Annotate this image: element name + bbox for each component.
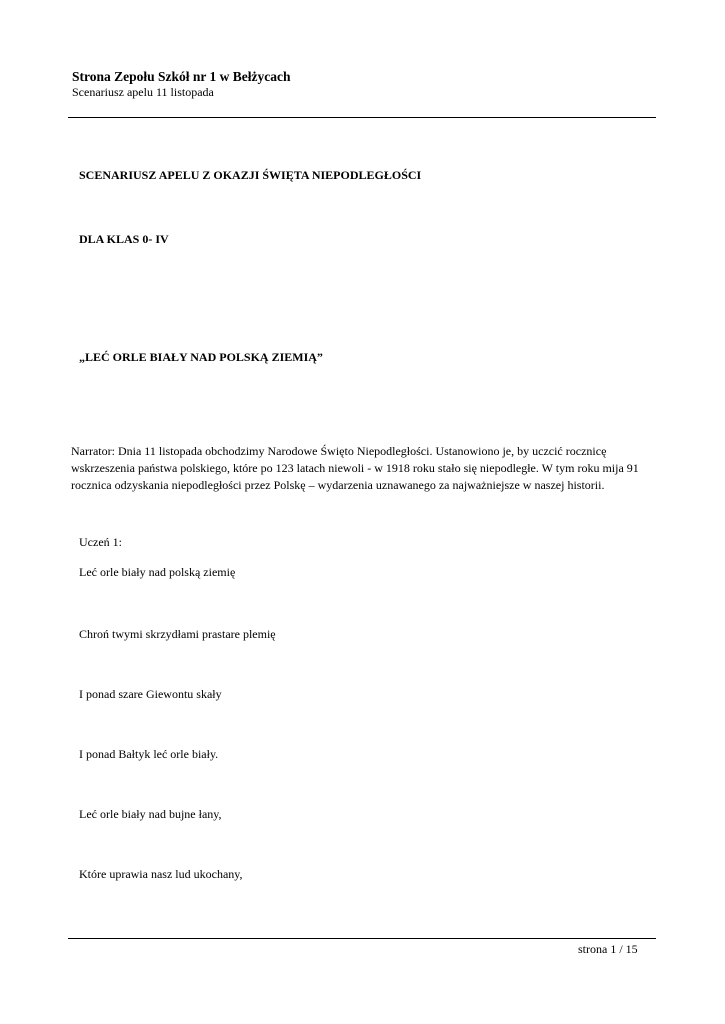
classes-heading: DLA KLAS 0- IV <box>79 232 169 246</box>
narrator-line: rocznica odzyskania niepodległości przez Polskę – wydarzenia uznawanego za najważniejsze w naszej historii. <box>71 478 605 492</box>
site-title: Strona Zepołu Szkół nr 1 w Bełżycach <box>72 69 291 84</box>
document-subtitle: Scenariusz apelu 11 listopada <box>72 85 214 99</box>
poem-line: Które uprawia nasz lud ukochany, <box>79 867 243 881</box>
poem-line: I ponad Bałtyk leć orle biały. <box>79 747 219 761</box>
page-number: strona 1 / 15 <box>578 942 638 956</box>
narrator-paragraph <box>71 443 671 494</box>
narrator-line: Narrator: Dnia 11 listopada obchodzimy Narodowe Święto Niepodległości. Ustanowiono je, by uczcić rocznicę <box>71 444 607 458</box>
narrator-line: wskrzeszenia państwa polskiego, które po 123 latach niewoli - w 1918 roku stało się niepodległe. W tym roku mija 91 <box>71 461 639 475</box>
poem-line: Leć orle biały nad polską ziemię <box>79 565 236 579</box>
poem-line: I ponad szare Giewontu skały <box>79 687 222 701</box>
speaker-label: Uczeń 1: <box>79 535 122 549</box>
poem-line: Leć orle biały nad bujne łany, <box>79 807 222 821</box>
footer-divider <box>68 938 656 939</box>
main-heading: SCENARIUSZ APELU Z OKAZJI ŚWIĘTA NIEPODLEGŁOŚCI <box>79 168 422 182</box>
poem-line: Chroń twymi skrzydłami prastare plemię <box>79 627 276 641</box>
header-divider <box>68 117 656 118</box>
motto-heading: „LEĆ ORLE BIAŁY NAD POLSKĄ ZIEMIĄ” <box>79 350 323 364</box>
